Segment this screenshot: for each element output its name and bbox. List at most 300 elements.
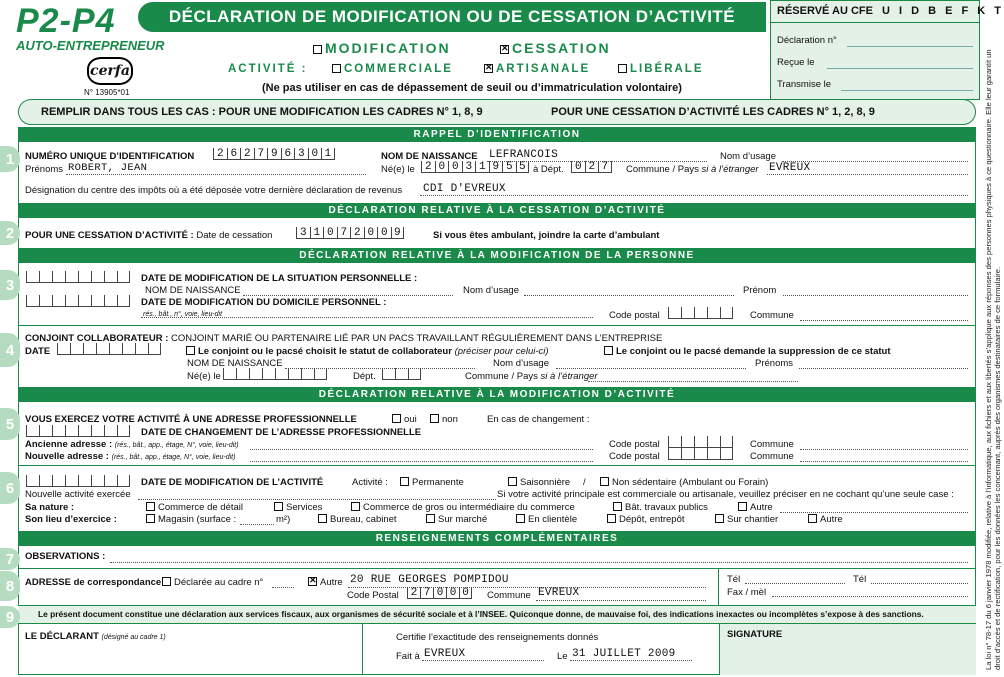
section-number-3: 3: [0, 270, 20, 300]
digit-cell[interactable]: 3: [296, 227, 310, 238]
s3-commune-label: Commune: [750, 310, 794, 321]
tel1-line[interactable]: [745, 583, 845, 584]
situation-personnelle-label: DATE DE MODIFICATION DE LA SITUATION PERSONNELLE :: [141, 273, 418, 284]
section-number-8: 8: [0, 571, 20, 601]
artisanale-checkbox[interactable]: [484, 64, 493, 73]
centre-impots-label: Désignation du centre des impôts où a été déposée votre dernière déclaration de revenus: [25, 185, 403, 196]
s8-commune-label: Commune: [487, 590, 531, 601]
prenoms-line: [66, 174, 366, 175]
digit-cell[interactable]: 7: [337, 227, 351, 238]
section-number-5: 5: [0, 408, 20, 440]
clientele-option[interactable]: [516, 514, 577, 525]
s3-commune-line[interactable]: [800, 320, 968, 321]
digit-cell[interactable]: [104, 475, 117, 486]
cessation-label: [25, 230, 272, 241]
digit-cell[interactable]: [91, 475, 104, 486]
digit-cell[interactable]: [681, 448, 694, 459]
digit-cell[interactable]: [78, 425, 91, 436]
digit-cell[interactable]: 0: [323, 227, 337, 238]
digit-cell[interactable]: [39, 271, 52, 282]
activite-slash: /: [583, 477, 586, 488]
nature-autre-line[interactable]: [780, 512, 968, 513]
digit-cell[interactable]: [52, 295, 65, 306]
commerce-detail-checkbox[interactable]: [146, 502, 155, 511]
digit-cell[interactable]: [65, 271, 78, 282]
commune-naissance-label: [626, 164, 759, 175]
si-activite-note: Si votre activité principale est commerciale ou artisanale, veuillez préciser en ne cochant qu’une seule case :: [497, 489, 954, 500]
digit-cell[interactable]: 6: [281, 148, 295, 159]
depot-label: Dépôt, entrepôt: [619, 514, 685, 525]
digit-cell[interactable]: 2: [240, 148, 254, 159]
s9-divider-left: [362, 624, 363, 675]
digit-cell[interactable]: [26, 475, 39, 486]
bureau-checkbox[interactable]: [318, 514, 327, 523]
date-naissance-field[interactable]: [421, 161, 529, 173]
digit-cell[interactable]: [104, 271, 117, 282]
commerce-detail-option[interactable]: [146, 502, 243, 513]
digit-cell[interactable]: [668, 307, 681, 318]
cfe-declaration-no: Déclaration n°: [777, 35, 837, 46]
sa-nature-label: Sa nature :: [25, 502, 75, 513]
digit-cell[interactable]: [707, 307, 720, 318]
adresse-pro-question: VOUS EXERCEZ VOTRE ACTIVITÉ À UNE ADRESSE PROFESSIONNELLE: [25, 414, 357, 425]
marche-option[interactable]: [426, 514, 487, 525]
prenoms-value[interactable]: ROBERT, JEAN: [68, 162, 148, 174]
chantier-checkbox[interactable]: [715, 514, 724, 523]
tel2-label: Tél: [853, 574, 867, 585]
saisonniere-checkbox[interactable]: [508, 477, 517, 486]
nouvelle-adresse-line[interactable]: [250, 461, 593, 462]
s8-vertical-divider: [718, 569, 719, 605]
digit-cell[interactable]: 0: [435, 161, 449, 172]
digit-cell[interactable]: [275, 368, 288, 379]
digit-cell[interactable]: [83, 343, 96, 354]
lieu-autre-option[interactable]: [808, 514, 843, 525]
bar-cessation: DÉCLARATION RELATIVE À LA CESSATION D’ACTIVITÉ: [18, 203, 976, 218]
digit-cell[interactable]: 3: [462, 161, 476, 172]
cfe-header: [771, 1, 1004, 23]
commerciale-checkbox[interactable]: [332, 64, 341, 73]
numero-identification-field[interactable]: [213, 148, 335, 160]
centre-impots-value[interactable]: CDI D'EVREUX: [423, 183, 506, 195]
suppression-label: Le conjoint ou le pacsé demande la suppression de ce statut: [616, 346, 891, 357]
fait-a-line: [422, 660, 544, 661]
fill-instructions-left: REMPLIR DANS TOUS LES CAS : POUR UNE MODIFICATION LES CADRES N° 1, 8, 9: [41, 106, 483, 118]
digit-cell[interactable]: [720, 436, 733, 447]
commune-naissance-value[interactable]: EVREUX: [769, 162, 811, 174]
services-label: Services: [286, 502, 323, 513]
ancienne-commune-label: Commune: [750, 439, 794, 450]
digit-cell[interactable]: [26, 271, 39, 282]
date-cessation-field[interactable]: [296, 227, 404, 239]
non-sedentaire-option[interactable]: [600, 477, 768, 488]
option-cessation[interactable]: [500, 40, 611, 56]
digit-cell[interactable]: [70, 343, 83, 354]
s3-nom-usage-label: Nom d’usage: [463, 285, 519, 296]
digit-cell[interactable]: [26, 295, 39, 306]
digit-cell[interactable]: 1: [310, 227, 324, 238]
divider-3-4: [18, 325, 976, 326]
declarant-label: [25, 631, 166, 642]
cfe-transmise-le: Transmise le: [777, 79, 832, 90]
oui-label: oui: [404, 414, 417, 425]
adresse-autre-checkbox[interactable]: [308, 577, 317, 586]
declaree-cadre-option[interactable]: [162, 577, 263, 588]
digit-cell[interactable]: [117, 475, 130, 486]
bar-rappel-identification: RAPPEL D’IDENTIFICATION: [18, 127, 976, 142]
digit-cell[interactable]: [104, 295, 117, 306]
digit-cell[interactable]: [223, 368, 236, 379]
digit-cell[interactable]: [96, 343, 109, 354]
adresse-line: [348, 587, 706, 588]
nouvelle-activite-label: Nouvelle activité exercée: [25, 489, 131, 500]
batiment-checkbox[interactable]: [613, 502, 622, 511]
digit-cell[interactable]: [135, 343, 148, 354]
declaree-cadre-line[interactable]: [272, 587, 294, 588]
digit-cell[interactable]: [236, 368, 249, 379]
clientele-label: En clientèle: [528, 514, 578, 525]
s3-code-postal-field[interactable]: [668, 307, 733, 319]
digit-cell[interactable]: [57, 343, 70, 354]
digit-cell[interactable]: [52, 271, 65, 282]
conjoint-choisit-option[interactable]: [186, 346, 549, 357]
adresse-pro-oui[interactable]: [392, 414, 417, 425]
cerfa-logo: cerfa: [87, 57, 133, 85]
clientele-checkbox[interactable]: [516, 514, 525, 523]
digit-cell[interactable]: 0: [448, 161, 462, 172]
depot-option[interactable]: [607, 514, 685, 525]
ancienne-cp-field[interactable]: [668, 436, 733, 448]
s3-code-postal-label: Code postal: [609, 310, 660, 321]
nouvelle-cp-field[interactable]: [668, 448, 733, 460]
digit-cell[interactable]: [78, 271, 91, 282]
permanente-checkbox[interactable]: [400, 477, 409, 486]
activite-label: ACTIVITÉ :: [228, 63, 308, 75]
modification-checkbox[interactable]: [313, 45, 322, 54]
s4-date-naissance-field[interactable]: [223, 368, 327, 380]
form-title: DÉCLARATION DE MODIFICATION OU DE CESSATION D’ACTIVITÉ: [138, 2, 766, 32]
date-changement-field[interactable]: [26, 425, 130, 437]
digit-cell[interactable]: 6: [227, 148, 241, 159]
digit-cell[interactable]: 0: [377, 227, 391, 238]
magasin-label: Magasin (surface :: [158, 514, 237, 525]
saisonniere-option[interactable]: [508, 477, 570, 488]
digit-cell[interactable]: 0: [446, 587, 459, 598]
digit-cell[interactable]: [52, 475, 65, 486]
digit-cell[interactable]: [65, 295, 78, 306]
nouvelle-label: Nouvelle adresse :: [25, 451, 109, 462]
magasin-surface-line[interactable]: [240, 524, 274, 525]
fill-instructions-banner: [18, 99, 976, 125]
digit-cell[interactable]: [65, 475, 78, 486]
digit-cell[interactable]: 7: [420, 587, 433, 598]
marche-checkbox[interactable]: [426, 514, 435, 523]
divider-5-6: [18, 465, 976, 466]
non-sedentaire-label: Non sédentaire (Ambulant ou Forain): [612, 477, 769, 488]
digit-cell[interactable]: [681, 436, 694, 447]
commune-naissance-line: [767, 174, 968, 175]
nom-naissance-value[interactable]: LEFRANCOIS: [489, 149, 559, 161]
ne-le-label: Né(e) le: [381, 164, 415, 175]
fait-a-value[interactable]: EVREUX: [424, 648, 466, 660]
changement-label: En cas de changement :: [487, 414, 590, 425]
ancienne-label: Ancienne adresse :: [25, 439, 113, 450]
digit-cell[interactable]: 7: [254, 148, 268, 159]
digit-cell[interactable]: [694, 307, 707, 318]
bureau-option[interactable]: [318, 514, 397, 525]
digit-cell[interactable]: 2: [407, 587, 420, 598]
digit-cell[interactable]: [39, 425, 52, 436]
permanente-option[interactable]: [400, 477, 464, 488]
date-domicile-field[interactable]: [26, 295, 130, 307]
digit-cell[interactable]: [52, 425, 65, 436]
s4-prenoms-line[interactable]: [799, 368, 968, 369]
legal-notice: Le présent document constitue une déclaration aux services fiscaux, aux organismes de sécurité sociale et à l’INSEE. Quiconque donne, de mauvaise foi, des indications inexactes ou incomplètes s’expose à des sanctions.: [38, 609, 924, 619]
s3-nom-naissance-label: NOM DE NAISSANCE: [145, 285, 241, 296]
digit-cell[interactable]: [122, 343, 135, 354]
digit-cell[interactable]: [109, 343, 122, 354]
s4-commune-italic: si à l’étranger: [540, 371, 598, 382]
digit-cell[interactable]: 1: [475, 161, 489, 172]
numero-identification-label: NUMÉRO UNIQUE D’IDENTIFICATION: [25, 151, 195, 162]
ambulant-note: Si vous êtes ambulant, joindre la carte d’ambulant: [433, 230, 660, 241]
chantier-label: Sur chantier: [727, 514, 779, 525]
s4-commune-line[interactable]: [588, 381, 798, 382]
s4-dept-field[interactable]: [382, 368, 421, 380]
option-commerciale-label: COMMERCIALE: [344, 63, 453, 75]
s4-commune-text: Commune / Pays: [465, 371, 538, 382]
observations-line[interactable]: [110, 562, 968, 563]
digit-cell[interactable]: [707, 448, 720, 459]
digit-cell[interactable]: [117, 271, 130, 282]
conjoint-suppression-option[interactable]: [604, 346, 891, 357]
digit-cell[interactable]: 5: [502, 161, 516, 172]
digit-cell[interactable]: 1: [321, 148, 335, 159]
nouvelle-commune-line[interactable]: [800, 461, 968, 462]
date-signature-value[interactable]: 31 JUILLET 2009: [572, 648, 676, 660]
lieu-autre-label: Autre: [820, 514, 843, 525]
tel2-line[interactable]: [871, 583, 968, 584]
digit-cell[interactable]: [91, 425, 104, 436]
certifie-text: Certifie l’exactitude des renseignements donnés: [396, 632, 599, 643]
digit-cell[interactable]: [288, 368, 301, 379]
s3-nom-usage-line[interactable]: [524, 295, 734, 296]
activite-type-label: Activité :: [352, 477, 388, 488]
cessation-label-text: POUR UNE CESSATION D’ACTIVITÉ :: [25, 230, 194, 241]
section-number-1: 1: [0, 146, 20, 172]
digit-cell[interactable]: [408, 368, 421, 379]
option-modification-label: MODIFICATION: [325, 40, 451, 56]
adresse-pro-non[interactable]: [430, 414, 458, 425]
batiment-label: Bât. travaux publics: [625, 502, 708, 513]
cessation-checkbox[interactable]: [500, 45, 509, 54]
dept-label: à Dépt.: [533, 164, 564, 175]
dept-naissance-field[interactable]: [571, 161, 612, 173]
nouvelle-hint: (rés., bât., app., étage, N°, voie, lieu-dit): [111, 454, 236, 461]
digit-cell[interactable]: [720, 448, 733, 459]
digit-cell[interactable]: [117, 425, 130, 436]
nature-autre-checkbox[interactable]: [738, 502, 747, 511]
digit-cell[interactable]: 0: [571, 161, 585, 172]
section-number-6: 6: [0, 472, 20, 504]
digit-cell[interactable]: [78, 295, 91, 306]
digit-cell[interactable]: 9: [267, 148, 281, 159]
s8-code-postal-field[interactable]: [407, 587, 472, 599]
bureau-label: Bureau, cabinet: [330, 514, 397, 525]
digit-cell[interactable]: [91, 271, 104, 282]
choisit-hint: (préciser pour celui-ci): [454, 346, 549, 357]
choisit-label: Le conjoint ou le pacsé choisit le statut de collaborateur: [198, 346, 452, 357]
digit-cell[interactable]: 7: [598, 161, 612, 172]
digit-cell[interactable]: [39, 475, 52, 486]
digit-cell[interactable]: [117, 295, 130, 306]
choisit-checkbox[interactable]: [186, 346, 195, 355]
services-checkbox[interactable]: [274, 502, 283, 511]
option-liberale[interactable]: [618, 63, 704, 75]
magasin-m2: m²): [276, 514, 291, 525]
centre-impots-line: [420, 195, 968, 196]
option-modification[interactable]: [313, 40, 451, 56]
digit-cell[interactable]: 0: [364, 227, 378, 238]
s8-commune-line: [536, 600, 706, 601]
option-liberale-label: LIBÉRALE: [630, 63, 704, 75]
liberale-checkbox[interactable]: [618, 64, 627, 73]
conjoint-date-field[interactable]: [57, 343, 161, 355]
marche-label: Sur marché: [438, 514, 488, 525]
option-artisanale[interactable]: [484, 63, 590, 75]
digit-cell[interactable]: [104, 425, 117, 436]
saisonniere-label: Saisonnière: [520, 477, 571, 488]
fax-label: Fax / mèl: [727, 587, 767, 598]
ancienne-adresse-line[interactable]: [250, 449, 593, 450]
digit-cell[interactable]: [668, 448, 681, 459]
ancienne-cp-label: Code postal: [609, 439, 660, 450]
nature-autre-option[interactable]: [738, 502, 773, 513]
tel1-label: Tél: [727, 574, 741, 585]
suppression-checkbox[interactable]: [604, 346, 613, 355]
digit-cell[interactable]: 3: [294, 148, 308, 159]
oui-checkbox[interactable]: [392, 414, 401, 423]
s3-nom-naissance-line[interactable]: [243, 295, 453, 296]
digit-cell[interactable]: [65, 425, 78, 436]
nom-usage-label: Nom d’usage: [720, 151, 776, 162]
s3-prenom-line[interactable]: [783, 295, 968, 296]
ancienne-hint: (rés., bât., app., étage, N°, voie, lieu-dit): [114, 442, 239, 449]
adresse-autre-option[interactable]: [308, 577, 343, 588]
digit-cell[interactable]: [26, 425, 39, 436]
commune-label-text: Commune / Pays: [626, 164, 699, 175]
depot-checkbox[interactable]: [607, 514, 616, 523]
s4-dept-label: Dépt.: [353, 371, 376, 382]
date-situation-field[interactable]: [26, 271, 130, 283]
cfe-transmise-line[interactable]: [841, 90, 973, 91]
conjoint-label: CONJOINT COLLABORATEUR :: [25, 333, 169, 344]
section-number-7: 7: [0, 548, 20, 570]
nouvelle-activite-line[interactable]: [138, 499, 496, 500]
digit-cell[interactable]: 2: [350, 227, 364, 238]
digit-cell[interactable]: [148, 343, 161, 354]
digit-cell[interactable]: [681, 307, 694, 318]
digit-cell[interactable]: 5: [516, 161, 530, 172]
non-sedentaire-checkbox[interactable]: [600, 477, 609, 486]
bar-modification-personne: DÉCLARATION RELATIVE À LA MODIFICATION DE LA PERSONNE: [18, 248, 976, 263]
side-legal-content: La loi n° 78-17 du 6 janvier 1978 modifiée, relative à l’informatique, aux fichiers et aux libertés s’applique aux réponses des personnes physiques à ce questionnaire. Elle leur garantit un droit d’accès et de rectification, pour les données les concernant, auprès des organismes destinataires de ce formulaire.: [984, 49, 1002, 670]
s4-nom-usage-label: Nom d’usage: [493, 358, 549, 369]
declaree-cadre-checkbox[interactable]: [162, 577, 171, 586]
digit-cell[interactable]: [39, 295, 52, 306]
digit-cell[interactable]: 0: [433, 587, 446, 598]
cfe-declaration-line[interactable]: [847, 46, 973, 47]
batiment-option[interactable]: [613, 502, 708, 513]
declarant-text: LE DÉCLARANT: [25, 631, 99, 642]
digit-cell[interactable]: [262, 368, 275, 379]
s4-ne-le-label: Né(e) le: [187, 371, 221, 382]
date-modif-activite-field[interactable]: [26, 475, 130, 487]
digit-cell[interactable]: [301, 368, 314, 379]
adresse-correspondance-label: ADRESSE de correspondance: [25, 577, 162, 588]
fill-instructions-right: POUR UNE CESSATION D’ACTIVITÉ LES CADRES N° 1, 2, 8, 9: [551, 106, 875, 118]
s4-nom-naissance-label: NOM DE NAISSANCE: [187, 358, 283, 369]
adresse-value[interactable]: 20 RUE GEORGES POMPIDOU: [350, 574, 509, 586]
date-signature-label: Le: [557, 651, 568, 662]
digit-cell[interactable]: 2: [421, 161, 435, 172]
s8-commune-value[interactable]: EVREUX: [538, 587, 580, 599]
ancienne-commune-line[interactable]: [800, 449, 968, 450]
digit-cell[interactable]: 2: [213, 148, 227, 159]
digit-cell[interactable]: [668, 436, 681, 447]
s4-nom-usage-line[interactable]: [556, 368, 746, 369]
nouvelle-cp-label: Code postal: [609, 451, 660, 462]
signature-label: SIGNATURE: [727, 629, 783, 640]
digit-cell[interactable]: [720, 307, 733, 318]
digit-cell[interactable]: [694, 448, 707, 459]
services-option[interactable]: [274, 502, 322, 513]
prenoms-label: Prénoms: [25, 164, 64, 175]
digit-cell[interactable]: [707, 436, 720, 447]
magasin-checkbox[interactable]: [146, 514, 155, 523]
digit-cell[interactable]: 2: [585, 161, 599, 172]
digit-cell[interactable]: 9: [489, 161, 503, 172]
digit-cell[interactable]: 0: [308, 148, 322, 159]
form-code: P2-P4: [16, 2, 116, 40]
magasin-option[interactable]: [146, 514, 236, 525]
section-number-2: 2: [0, 221, 20, 245]
declaree-cadre-label: Déclarée au cadre n°: [174, 577, 264, 588]
chantier-option[interactable]: [715, 514, 778, 525]
commerce-gros-option[interactable]: [351, 502, 575, 513]
section-number-9: 9: [0, 606, 20, 628]
permanente-label: Permanente: [412, 477, 464, 488]
option-commerciale[interactable]: [332, 63, 453, 75]
digit-cell[interactable]: [91, 295, 104, 306]
digit-cell[interactable]: [395, 368, 408, 379]
cfe-recue-line[interactable]: [827, 68, 973, 69]
date-cessation-label: Date de cessation: [196, 230, 273, 241]
digit-cell[interactable]: 0: [459, 587, 472, 598]
side-legal-text: [984, 40, 1002, 670]
digit-cell[interactable]: [314, 368, 327, 379]
non-checkbox[interactable]: [430, 414, 439, 423]
digit-cell[interactable]: [382, 368, 395, 379]
commerce-gros-checkbox[interactable]: [351, 502, 360, 511]
fax-line[interactable]: [772, 596, 968, 597]
digit-cell[interactable]: 9: [391, 227, 405, 238]
digit-cell[interactable]: [78, 475, 91, 486]
digit-cell[interactable]: [694, 436, 707, 447]
bar-modification-activite: DÉCLARATION RELATIVE À LA MODIFICATION D’ACTIVITÉ: [18, 387, 976, 402]
digit-cell[interactable]: [249, 368, 262, 379]
lieu-autre-checkbox[interactable]: [808, 514, 817, 523]
